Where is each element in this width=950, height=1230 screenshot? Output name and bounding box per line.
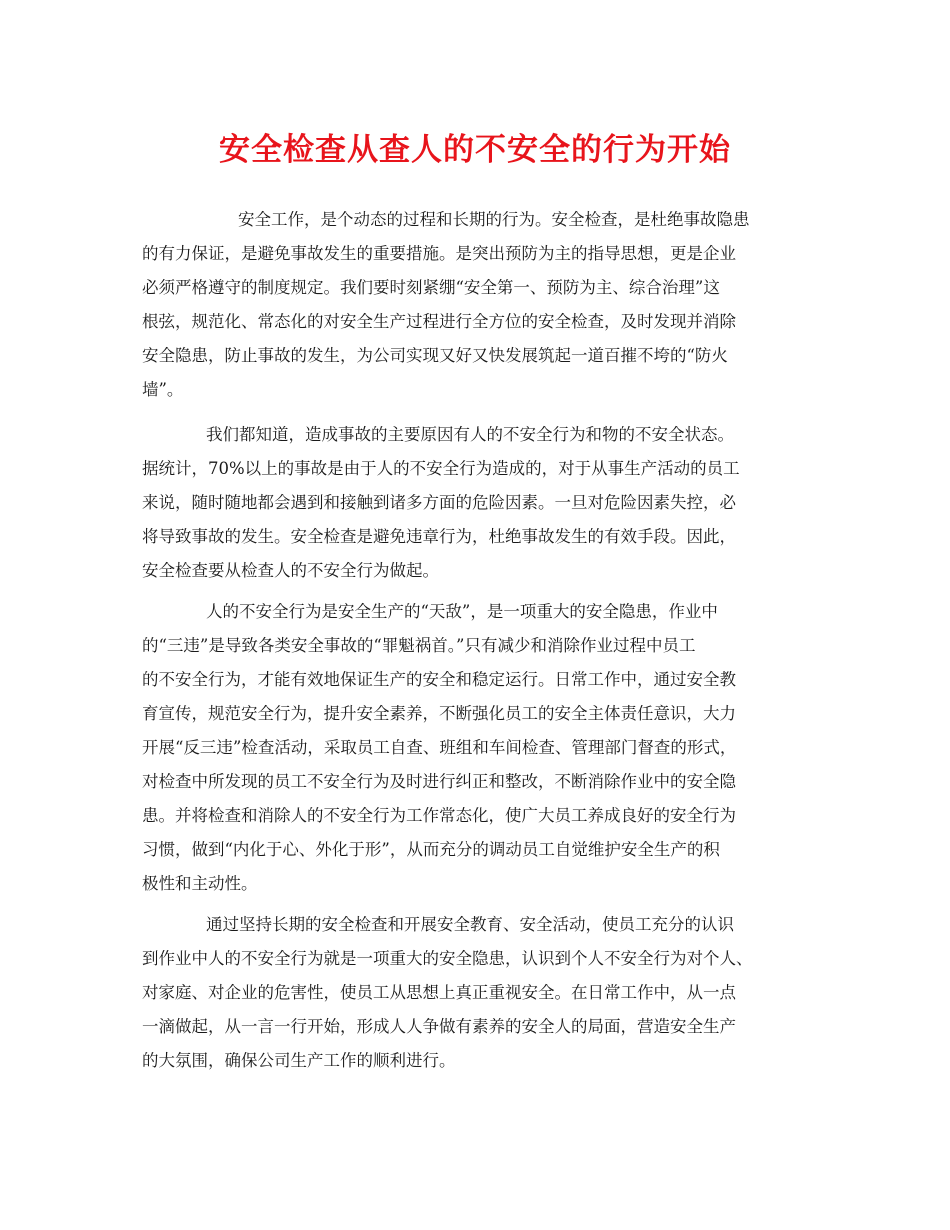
text-line: 的有力保证，是避免事故发生的重要措施。是突出预防为主的指导思想，更是企业 (142, 244, 736, 263)
text-line: 的不安全行为，才能有效地保证生产的安全和稳定运行。日常工作中，通过安全教 (142, 670, 736, 689)
text-line: 据统计，70%以上的事故是由于人的不安全行为造成的，对于从事生产活动的员工 (142, 459, 740, 478)
text-line: 必须严格遵守的制度规定。我们要时刻紧绷“安全第一、预防为主、综合治理”这 (142, 278, 720, 297)
text-line: 安全检查要从检查人的不安全行为做起。 (142, 561, 439, 580)
text-line: 极性和主动性。 (142, 874, 258, 893)
text-line: 患。并将检查和消除人的不安全行为工作常态化，使广大员工养成良好的安全行为 (142, 806, 736, 825)
text-line: 安全隐患，防止事故的发生，为公司实现又好又快发展筑起一道百摧不垮的“防火 (142, 346, 728, 365)
text-line: 对家庭、对企业的危害性，使员工从思想上真正重视安全。在日常工作中，从一点 (142, 983, 736, 1002)
text-line: 育宣传，规范安全行为，提升安全素养，不断强化员工的安全主体责任意识，大力 (142, 704, 736, 723)
text-line: 将导致事故的发生。安全检查是避免违章行为，杜绝事故发生的有效手段。因此， (142, 527, 736, 546)
document-title: 安全检查从查人的不安全的行为开始 (219, 132, 731, 168)
text-line: 的大氛围，确保公司生产工作的顺利进行。 (142, 1051, 456, 1070)
text-line: 安全工作，是个动态的过程和长期的行为。安全检查，是杜绝事故隐患 (238, 210, 750, 229)
text-line: 习惯，做到“内化于心、外化于形”，从而充分的调动员工自觉维护安全生产的积 (142, 840, 720, 859)
text-line: 到作业中人的不安全行为就是一项重大的安全隐患，认识到个人不安全行为对个人、 (142, 949, 753, 968)
text-line: 根弦，规范化、常态化的对安全生产过程进行全方位的安全检查，及时发现并消除 (142, 312, 736, 331)
text-line: 人的不安全行为是安全生产的“天敌”，是一项重大的安全隐患，作业中 (206, 602, 718, 621)
text-line: 来说，随时随地都会遇到和接触到诸多方面的危险因素。一旦对危险因素失控，必 (142, 493, 736, 512)
text-line: 开展“反三违”检查活动，采取员工自查、班组和车间检查、管理部门督查的形式， (142, 738, 737, 757)
text-line: 的“三违”是导致各类安全事故的“罪魁祸首。”只有减少和消除作业过程中员工 (142, 636, 696, 655)
text-line: 对检查中所发现的员工不安全行为及时进行纠正和整改，不断消除作业中的安全隐 (142, 772, 736, 791)
text-line: 通过坚持长期的安全检查和开展安全教育、安全活动，使员工充分的认识 (206, 915, 734, 934)
text-line: 墙”。 (142, 380, 184, 399)
text-line: 一滴做起，从一言一行开始，形成人人争做有素养的安全人的局面，营造安全生产 (142, 1017, 736, 1036)
text-line: 我们都知道，造成事故的主要原因有人的不安全行为和物的不安全状态。 (206, 425, 734, 444)
